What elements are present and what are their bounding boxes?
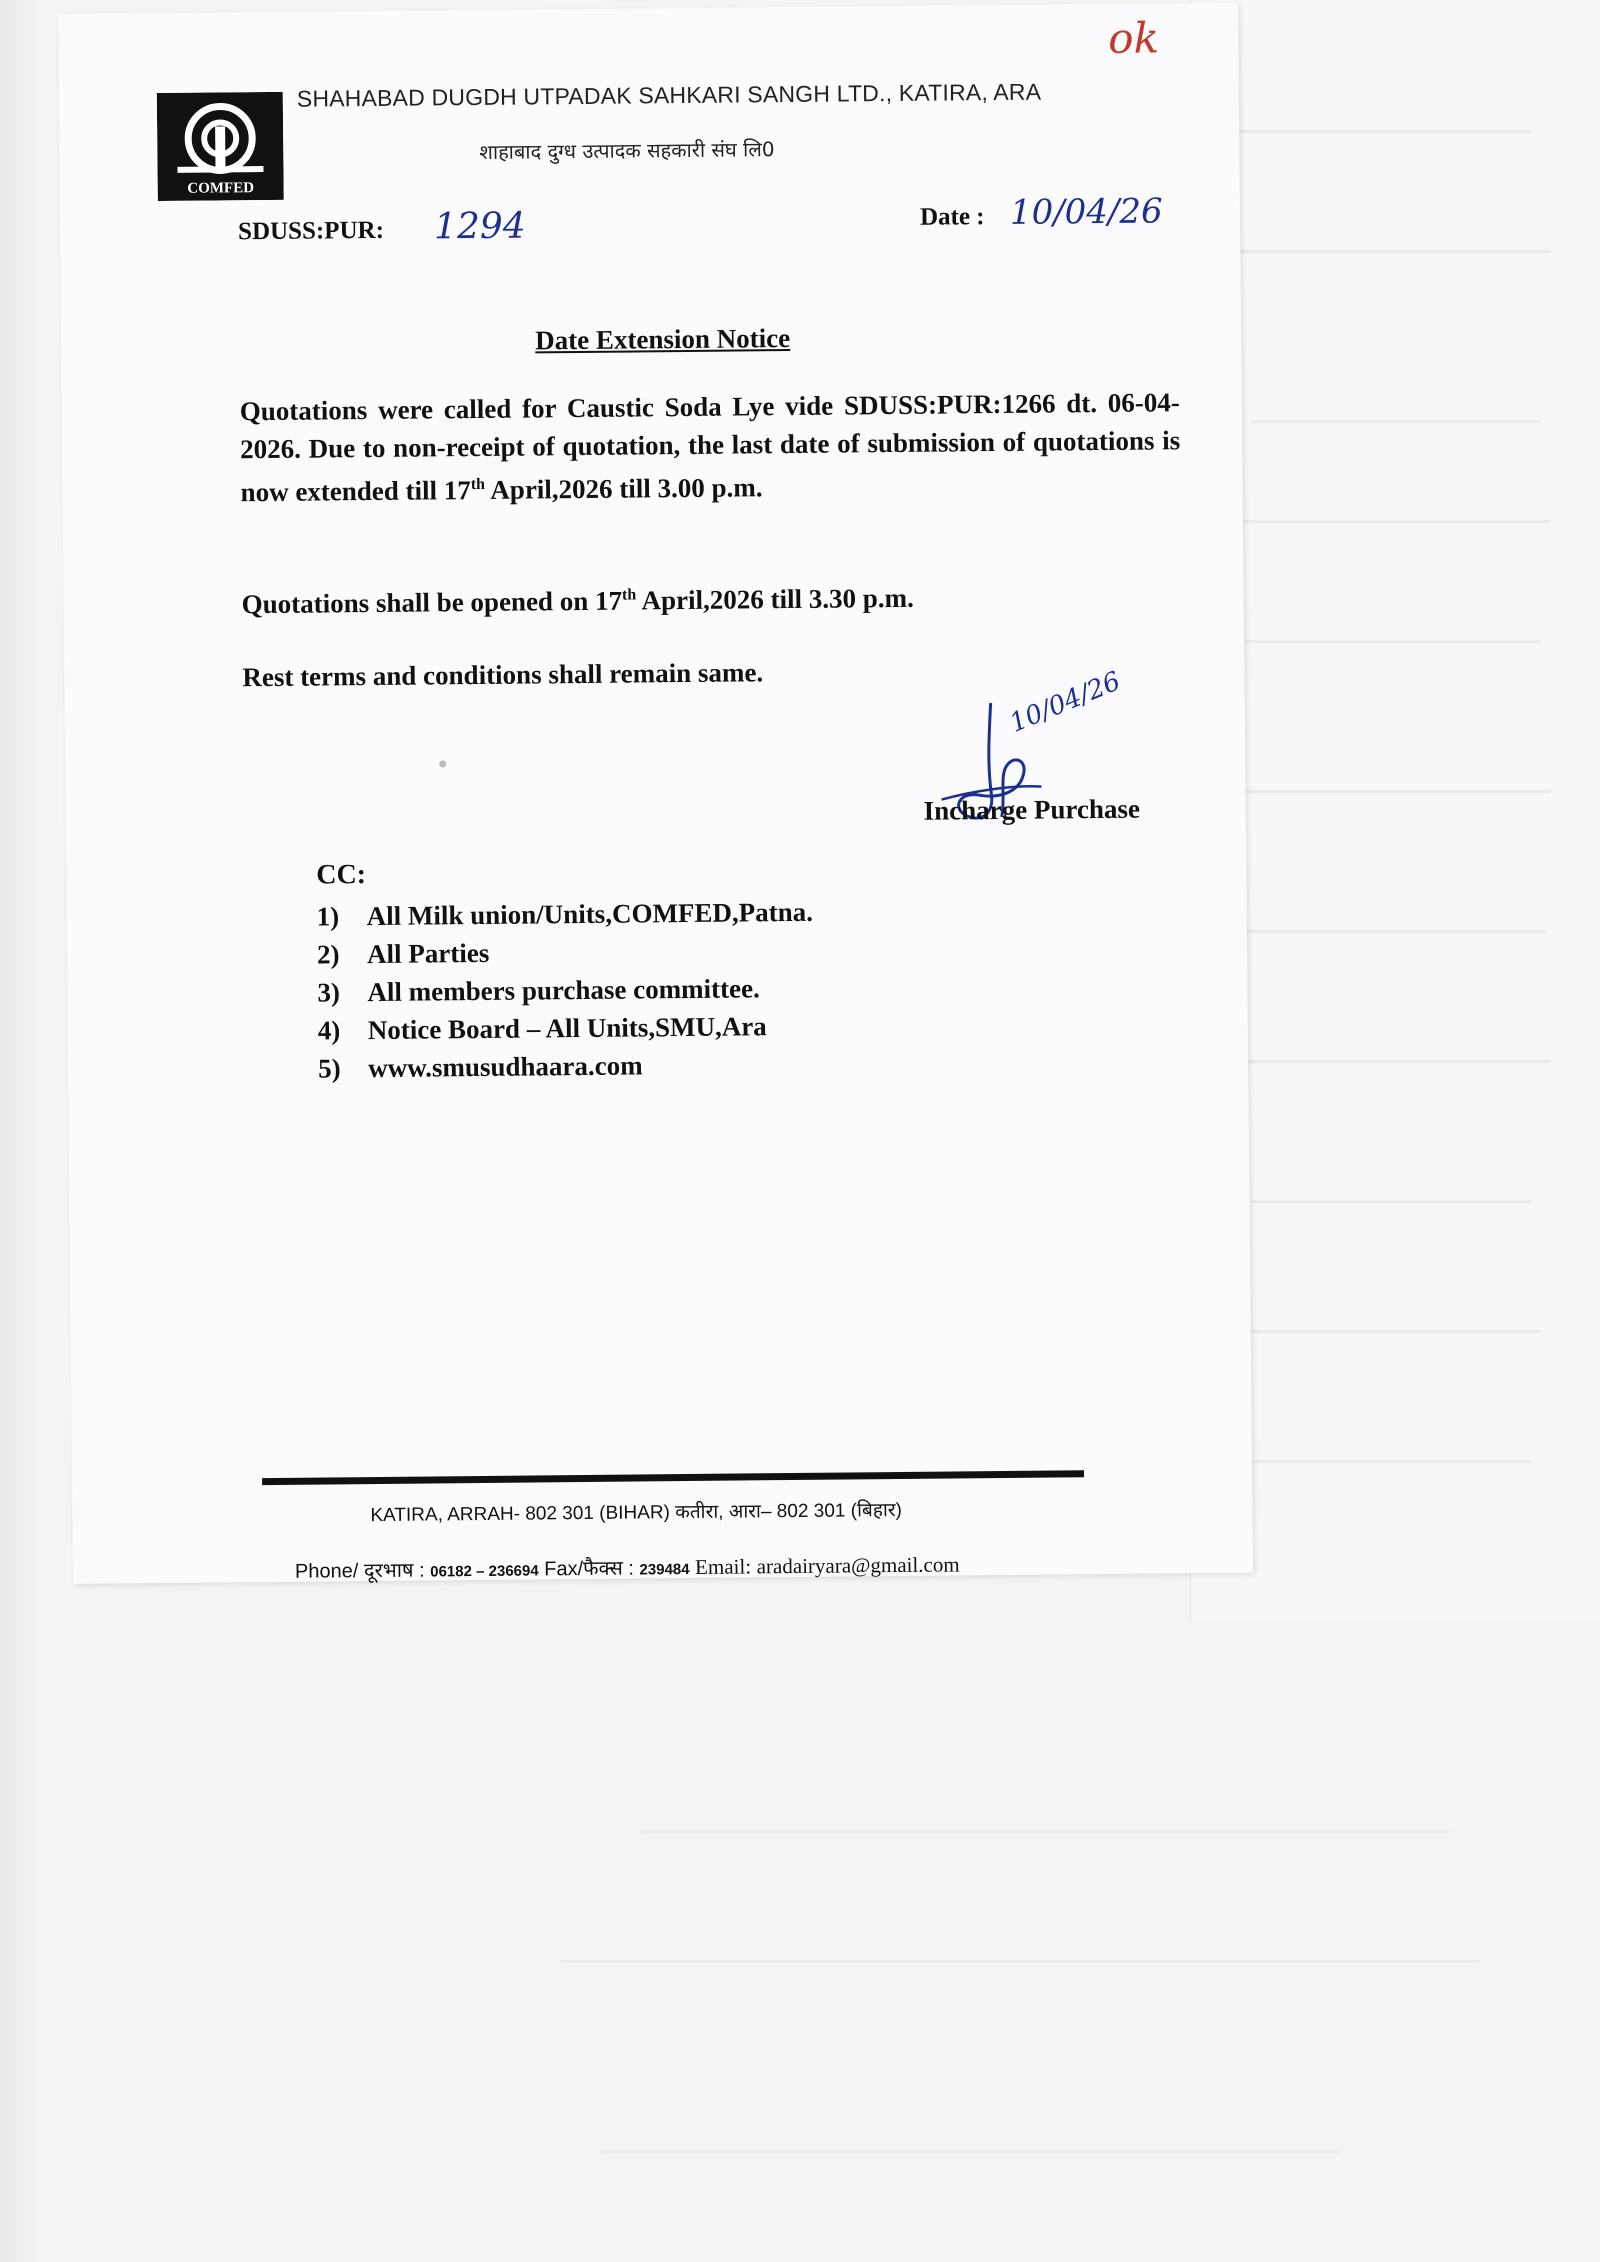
notice-paragraph-2: Quotations shall be opened on 17th April,2026 till 3.30 p.m.: [241, 582, 914, 620]
notice-paragraph-1: Quotations were called for Caustic Soda Lye vide SDUSS:PUR:1266 dt. 06-04- 2026. Due to non-receipt of quotation, the last date of submission of quotations is now extended till 17th April,2026 till 3.00 p.m.: [239, 387, 1181, 508]
footer-address: KATIRA, ARRAH- 802 301 (BIHAR) कतीरा, आरा– 802 301 (बिहार): [370, 1499, 903, 1527]
date-value: 10/04/26: [1009, 191, 1163, 233]
organization-name-english: SHAHABAD DUGDH UTPADAK SAHKARI SANGH LTD., KATIRA, ARA: [296, 78, 1042, 112]
scanner-edge: [0, 0, 38, 2262]
reference-number: 1294: [433, 205, 526, 248]
date-label: Date :: [919, 203, 985, 231]
signature-date: 10/04/26: [1005, 666, 1125, 739]
cc-label: CC:: [316, 859, 367, 891]
cc-item: 3) All members purchase committee.: [317, 973, 760, 1008]
reference-label: SDUSS:PUR:: [237, 216, 385, 246]
cc-item: 2) All Parties: [316, 937, 490, 970]
show-through-line: [640, 1830, 1450, 1833]
footer-divider: [262, 1470, 1084, 1485]
footer-contact: Phone/ दूरभाष : 06182 – 236694 Fax/फैक्स : 239484 Email: aradairyara@gmail.com: [294, 1552, 960, 1583]
logo-text: COMFED: [187, 180, 255, 197]
notice-title: Date Extension Notice: [535, 322, 791, 356]
show-through-line: [560, 1960, 1480, 1963]
cc-item: 1) All Milk union/Units,COMFED,Patna.: [316, 896, 814, 932]
cc-list: [316, 893, 814, 1088]
notice-paragraph-3: Rest terms and conditions shall remain same.: [242, 657, 764, 693]
handwritten-corner-mark: ok: [1108, 13, 1160, 63]
notice-document: [58, 3, 1253, 1584]
organization-name-hindi: शाहाबाद दुग्ध उत्पादक सहकारी संघ लि0: [479, 137, 775, 164]
cc-item: 5) www.smusudhaara.com: [317, 1050, 643, 1084]
show-through-line: [600, 2150, 1340, 2153]
background-sheet: [1190, 0, 1600, 1620]
cc-item: 4) Notice Board – All Units,SMU,Ara: [317, 1011, 767, 1046]
email-link: aradairyara@gmail.com: [756, 1552, 960, 1579]
comfed-logo: [157, 92, 284, 201]
paper-speck: [439, 760, 446, 767]
signatory-role: Incharge Purchase: [923, 793, 1141, 826]
